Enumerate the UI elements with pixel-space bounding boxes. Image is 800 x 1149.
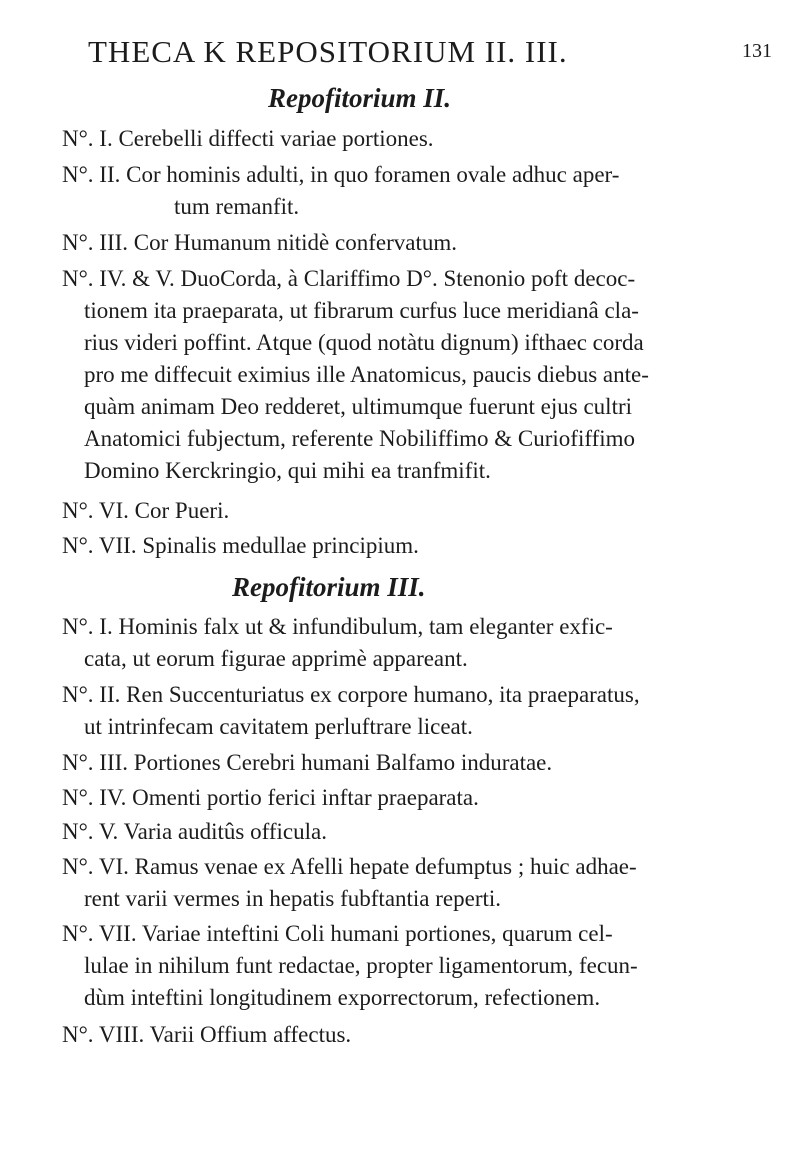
entry-2-3 xyxy=(62,227,762,259)
entry-2-6 xyxy=(62,495,762,527)
entry-line: N°. III. Cor Humanum nitidè confervatum. xyxy=(62,230,457,255)
page-number: 131 xyxy=(742,40,772,62)
entry-line: rius videri poffint. Atque (quod notàtu dignum) ifthaec corda xyxy=(84,330,644,355)
entry-3-5 xyxy=(62,816,762,848)
entry-line: N°. I. Cerebelli diffecti variae portiones. xyxy=(62,126,434,151)
entry-2-7 xyxy=(62,530,762,562)
entry-2-1 xyxy=(62,123,762,155)
entry-3-2 xyxy=(62,679,762,743)
entry-line: N°. VIII. Varii Offium affectus. xyxy=(62,1022,352,1047)
entry-line: N°. II. Cor hominis adulti, in quo foramen ovale adhuc aper- xyxy=(62,162,620,187)
entry-line: tionem ita praeparata, ut fibrarum curfus luce meridianâ cla- xyxy=(84,298,639,323)
entry-line: cata, ut eorum figurae apprimè appareant. xyxy=(84,646,468,671)
entry-line: N°. II. Ren Succenturiatus ex corpore humano, ita praeparatus, xyxy=(62,682,640,707)
entry-3-7 xyxy=(62,918,762,1014)
section-heading-repositorium-2: Repofitorium II. xyxy=(268,83,452,113)
entry-2-2 xyxy=(62,159,762,223)
entry-line: N°. I. Hominis falx ut & infundibulum, tam eleganter exfic- xyxy=(62,614,613,639)
running-title: THECA K REPOSITORIUM II. III. xyxy=(88,34,568,69)
entry-3-3 xyxy=(62,747,762,779)
entry-line: dùm inteftini longitudinem exporrectorum, refectionem. xyxy=(84,985,601,1010)
entry-3-4 xyxy=(62,782,762,814)
entry-line: N°. IV. Omenti portio ferici inftar praeparata. xyxy=(62,785,479,810)
running-head xyxy=(88,34,778,74)
entry-3-1 xyxy=(62,611,762,675)
entry-line: Domino Kerckringio, qui mihi ea tranfmifit. xyxy=(84,458,491,483)
entry-3-6 xyxy=(62,851,762,915)
entry-3-8 xyxy=(62,1019,762,1051)
entry-line: N°. V. Varia auditûs officula. xyxy=(62,819,327,844)
entry-line: rent varii vermes in hepatis fubftantia reperti. xyxy=(84,886,502,911)
entry-line: quàm animam Deo redderet, ultimumque fuerunt ejus cultri xyxy=(84,394,633,419)
entry-line: N°. VI. Ramus venae ex Afelli hepate defumptus ; huic adhae- xyxy=(62,854,637,879)
entry-2-4 xyxy=(62,263,762,487)
entry-line: N°. VII. Variae inteftini Coli humani portiones, quarum cel- xyxy=(62,921,613,946)
entry-line: ut intrinfecam cavitatem perluftrare liceat. xyxy=(84,714,473,739)
entry-line: tum remanfit. xyxy=(174,194,300,219)
entry-line: N°. VI. Cor Pueri. xyxy=(62,498,230,523)
entry-line: N°. VII. Spinalis medullae principium. xyxy=(62,533,419,558)
section-heading-repositorium-3: Repofitorium III. xyxy=(232,572,426,602)
entry-line: N°. IV. & V. DuoCorda, à Clariffimo D°. Stenonio poft decoc- xyxy=(62,266,636,291)
entry-line: N°. III. Portiones Cerebri humani Balfamo induratae. xyxy=(62,750,553,775)
entry-line: lulae in nihilum funt redactae, propter ligamentorum, fecun- xyxy=(84,953,638,978)
entry-line: pro me diffecuit eximius ille Anatomicus, paucis diebus ante- xyxy=(84,362,649,387)
entry-line: Anatomici fubjectum, referente Nobiliffimo & Curiofiffimo xyxy=(84,426,636,451)
